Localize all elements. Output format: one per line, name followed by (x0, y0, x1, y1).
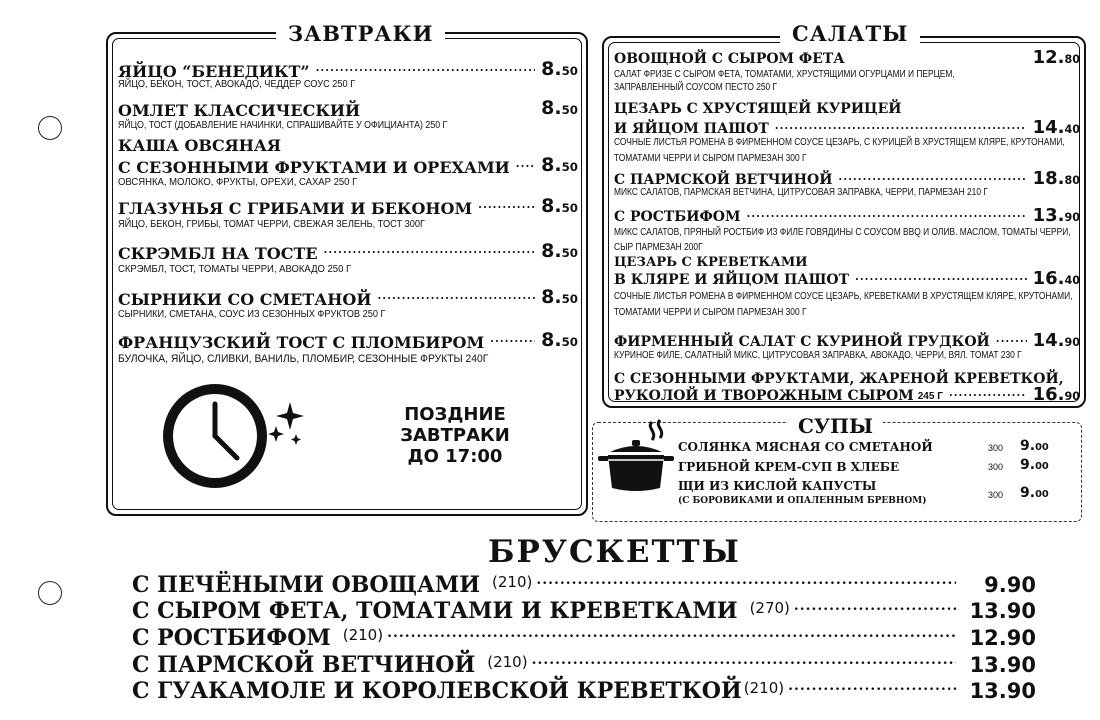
leader-dots (746, 205, 1026, 222)
dish-name: ОМЛЕТ КЛАССИЧЕСКИЙ (118, 101, 361, 120)
dish-price: 8.50 (541, 97, 578, 119)
dish-price: 8.50 (541, 58, 578, 80)
dish-price: 14.40 (1032, 117, 1080, 138)
dish-price: 13.90 (969, 599, 1036, 623)
dish-weight: 245 Г (917, 391, 943, 402)
dish-name: С ПАРМСКОЙ ВЕТЧИНОЙ (614, 172, 833, 188)
dish-description: ЗАПРАВЛЕННЫЙ СОУСОМ ПЕСТО 250 Г (614, 82, 778, 93)
dish-name: С СЕЗОННЫМИ ФРУКТАМИ И ОРЕХАМИ (118, 158, 510, 177)
late-line: ЗАВТРАКИ (400, 425, 510, 446)
leader-dots (478, 195, 535, 214)
dish-name: С РОСТБИФОМ (132, 625, 331, 651)
menu-item (118, 58, 578, 81)
dish-price: 8.50 (541, 240, 578, 262)
soup-weight: 300 (988, 490, 1004, 500)
soup-weight: 300 (988, 462, 1004, 472)
soup-price: 9.00 (1020, 438, 1049, 454)
dish-name: ФРАНЦУЗСКИЙ ТОСТ С ПЛОМБИРОМ (118, 333, 485, 352)
menu-item (118, 240, 578, 263)
leader-dots (316, 58, 536, 77)
dish-price: 13.90 (969, 679, 1036, 703)
dish-description: ЯЙЦО, БЕКОН, ГРИБЫ, ТОМАТ ЧЕРРИ, СВЕЖАЯ ЗЕЛЕНЬ, ТОСТ 300Г (118, 219, 426, 230)
dish-price: 8.50 (541, 286, 578, 308)
dish-price: 12.90 (969, 626, 1036, 650)
bruschetta-item (132, 673, 1036, 704)
sparkle-icon (266, 400, 306, 450)
dish-name-line1: С СЕЗОННЫМИ ФРУКТАМИ, ЖАРЕНОЙ КРЕВЕТКОЙ, (614, 371, 1064, 387)
dish-weight: (210) (487, 653, 528, 671)
leader-dots (788, 673, 956, 699)
dish-weight: (210) (342, 626, 384, 644)
menu-item (614, 117, 1080, 138)
dish-description: ТОМАТАМИ ЧЕРРИ И СЫРОМ ПАРМЕЗАН 300 Г (614, 153, 807, 164)
dish-description: СЫР ПАРМЕЗАН 200Г (614, 242, 703, 253)
dish-name: ЯЙЦО “БЕНЕДИКТ” (118, 62, 310, 81)
dish-price: 9.90 (984, 573, 1036, 597)
dish-name: ФИРМЕННЫЙ САЛАТ С КУРИНОЙ ГРУДКОЙ (614, 334, 990, 350)
dish-weight: (210) (492, 573, 533, 591)
dish-description: МИКС САЛАТОВ, ПАРМСКАЯ ВЕТЧИНА, ЦИТРУСОВАЯ ЗАПРАВКА, ЧЕРРИ, ПАРМЕЗАН 210 Г (614, 187, 988, 198)
binder-hole-icon (38, 116, 62, 140)
dish-price: 13.90 (1032, 205, 1080, 226)
dish-description: МИКС САЛАТОВ, ПРЯНЫЙ РОСТБИФ ИЗ ФИЛЕ ГОВЯДИНЫ С СОУСОМ BBQ И ОЛИВ. МАСЛОМ, ТОМАТЫ ЧЕРРИ, (614, 227, 1071, 238)
dish-description: СОЧНЫЕ ЛИСТЬЯ РОМЕНА В ФИРМЕННОМ СОУСЕ ЦЕЗАРЬ, С КУРИЦЕЙ В ХРУСТЯЩЕМ КЛЯРЕ, КРУТОНАМИ, (614, 137, 1065, 148)
soup-price: 9.00 (1020, 457, 1049, 473)
late-line: ДО 17:00 (407, 446, 503, 467)
dish-price: 14.90 (1032, 330, 1080, 351)
dish-name: В КЛЯРЕ И ЯЙЦОМ ПАШОТ (614, 272, 849, 288)
late-breakfast-note (390, 404, 520, 467)
dish-name: РУКОЛОЙ И ТВОРОЖНЫМ СЫРОМ (614, 388, 914, 404)
dish-price: 12.80 (1032, 47, 1080, 68)
dish-name: ГЛАЗУНЬЯ С ГРИБАМИ И БЕКОНОМ (118, 199, 473, 218)
leader-dots (794, 593, 956, 619)
dish-weight: (210) (743, 679, 785, 697)
leader-dots (490, 329, 535, 348)
bruschetta-title: БРУСКЕТТЫ (488, 534, 741, 570)
leader-dots (516, 154, 535, 173)
soup-name: ГРИБНОЙ КРЕМ-СУП В ХЛЕБЕ (678, 460, 900, 474)
dish-price: 8.50 (541, 154, 578, 176)
late-line: ПОЗДНИЕ (404, 404, 506, 425)
dish-name-line1: КАША ОВСЯНАЯ (118, 136, 282, 155)
dish-description: ЯЙЦО, ТОСТ (ДОБАВЛЕНИЕ НАЧИНКИ, СПРАШИВАЙТЕ У ОФИЦИАНТА) 250 Г (118, 120, 448, 131)
menu-item (614, 268, 1080, 289)
menu-item (118, 154, 578, 177)
dish-name: С ПАРМСКОЙ ВЕТЧИНОЙ (132, 652, 476, 678)
salads-title: САЛАТЫ (780, 22, 920, 46)
leader-dots (855, 268, 1027, 285)
dish-name: И ЯЙЦОМ ПАШОТ (614, 121, 769, 137)
menu-item (614, 205, 1080, 226)
soup-note: (С БОРОВИКАМИ И ОПАЛЕННЫМ БРЕВНОМ) (678, 496, 927, 506)
dish-price: 18.80 (1032, 168, 1080, 189)
dish-name: С СЫРОМ ФЕТА, ТОМАТАМИ И КРЕВЕТКАМИ (132, 598, 738, 624)
soup-weight: 300 (988, 443, 1004, 453)
dish-name: СКРЭМБЛ НА ТОСТЕ (118, 244, 318, 263)
leader-dots (838, 168, 1026, 185)
clock-icon (160, 380, 270, 492)
breakfast-title: ЗАВТРАКИ (276, 22, 445, 46)
dish-description: СКРЭМБЛ, ТОСТ, ТОМАТЫ ЧЕРРИ, АВОКАДО 250 Г (118, 264, 352, 275)
dish-description: ТОМАТАМИ ЧЕРРИ И СЫРОМ ПАРМЕЗАН 300 Г (614, 307, 807, 318)
dish-price: 8.50 (541, 195, 578, 217)
leader-dots (324, 240, 536, 259)
leader-dots (536, 567, 956, 593)
menu-item (118, 97, 578, 120)
dish-description: КУРИНОЕ ФИЛЕ, САЛАТНЫЙ МИКС, ЦИТРУСОВАЯ ЗАПРАВКА, АВОКАДО, ЧЕРРИ, ВЯЛ. ТОМАТ 230 Г (614, 350, 1022, 361)
menu-item (614, 384, 1080, 405)
dish-name: С РОСТБИФОМ (614, 209, 741, 225)
dish-weight: (270) (749, 599, 790, 617)
leader-dots (996, 330, 1027, 347)
soups-title: СУПЫ (788, 414, 883, 438)
dish-description: САЛАТ ФРИЗЕ С СЫРОМ ФЕТА, ТОМАТАМИ, ХРУСТЯЩИМИ ОГУРЦАМИ И ПЕРЦЕМ, (614, 69, 955, 80)
menu-item (118, 195, 578, 218)
dish-price: 16.40 (1032, 268, 1080, 289)
leader-dots (532, 647, 956, 673)
leader-dots (949, 384, 1027, 401)
dish-name: СЫРНИКИ СО СМЕТАНОЙ (118, 290, 372, 309)
menu-item (614, 168, 1080, 189)
dish-description: СОЧНЫЕ ЛИСТЬЯ РОМЕНА В ФИРМЕННОМ СОУСЕ ЦЕЗАРЬ, КРЕВЕТКАМИ В ХРУСТЯЩЕМ КЛЯРЕ, КРУТОНАМИ, (614, 291, 1073, 302)
soup-name: СОЛЯНКА МЯСНАЯ СО СМЕТАНОЙ (678, 440, 933, 454)
menu-item (614, 47, 1080, 68)
dish-description: БУЛОЧКА, ЯЙЦО, СЛИВКИ, ВАНИЛЬ, ПЛОМБИР, СЕЗОННЫЕ ФРУКТЫ 240Г (118, 353, 489, 365)
dish-name: ОВОЩНОЙ С СЫРОМ ФЕТА (614, 51, 845, 67)
soup-name: ЩИ ИЗ КИСЛОЙ КАПУСТЫ (678, 479, 877, 493)
dish-name: С ГУАКАМОЛЕ И КОРОЛЕВСКОЙ КРЕВЕТКОЙ (132, 678, 742, 704)
dish-name-line1: ЦЕЗАРЬ С КРЕВЕТКАМИ (614, 255, 808, 270)
menu-item (118, 286, 578, 309)
dish-name-line1: ЦЕЗАРЬ С ХРУСТЯЩЕЙ КУРИЦЕЙ (614, 101, 902, 117)
dish-description: СЫРНИКИ, СМЕТАНА, СОУС ИЗ СЕЗОННЫХ ФРУКТОВ 250 Г (118, 309, 386, 320)
dish-price: 16.90 (1032, 384, 1080, 405)
menu-item (614, 330, 1080, 351)
dish-description: ОВСЯНКА, МОЛОКО, ФРУКТЫ, ОРЕХИ, САХАР 250 Г (118, 177, 358, 188)
leader-dots (387, 620, 956, 646)
leader-dots (377, 286, 535, 305)
soup-price: 9.00 (1020, 485, 1049, 501)
leader-dots (775, 117, 1027, 134)
menu-item (118, 329, 578, 352)
dish-name: С ПЕЧЁНЫМИ ОВОЩАМИ (132, 572, 481, 598)
binder-hole-icon (38, 581, 62, 605)
dish-price: 13.90 (969, 653, 1036, 677)
dish-price: 8.50 (541, 329, 578, 351)
cooking-pot-icon (596, 418, 676, 494)
dish-description: ЯЙЦО, БЕКОН, ТОСТ, АВОКАДО, ЧЕДДЕР СОУС 250 Г (118, 79, 356, 90)
